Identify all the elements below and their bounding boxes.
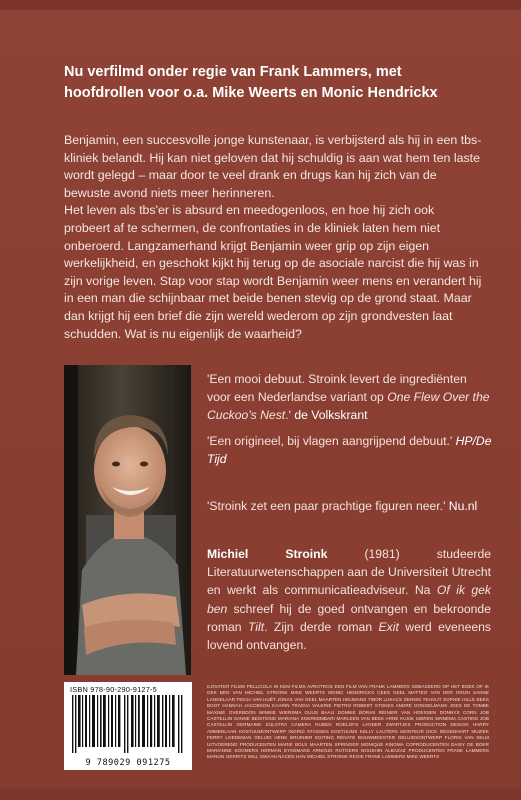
isbn-number: ISBN 978-90-290-9127-5 [70,685,157,694]
review-quote-volkskrant [207,370,492,424]
bio-text-2: schreef hij de goed ontvangen en bekroonde roman [207,601,491,634]
quote-text: 'Een mooi debuut. Stroink levert de ingrediënten voor een Nederlandse variant op [207,372,467,404]
barcode-digits: 9 789029 091275 [85,758,171,768]
tagline: Nu verfilmd onder regie van Frank Lammers, met hoofdrollen voor o.a. Mike Weerts en Monic Hendrickx [64,64,438,101]
top-edge [0,0,521,10]
barcode [64,682,192,770]
author-name: Michiel Stroink [207,547,328,561]
bio-book-2: Tilt [247,619,265,634]
bio-text-1: (1981) studeerde Literatuurwetenschappen aan de Universiteit Utrecht en werkt als communicatieadviseur. Na [207,547,491,598]
quote-source: de Volkskrant [294,408,368,422]
quote-source: HP/De Tijd [207,434,492,466]
barcode-bars [72,695,184,753]
quote-source: Nu.nl [448,499,478,513]
bottom-edge [0,788,521,800]
review-quote-hp-de-tijd [207,432,492,468]
blurb-paragraph-2: Het leven als tbs'er is absurd en meedogenloos, en hoe hij zich ook probeert af te schermen, de confrontaties in de kliniek laten hem niet onberoerd. Langzamerhand krijgt Benjamin weer grip op zijn eigen werkelijkheid, en geschokt kijkt hij terug op de asociale narcist die hij was in zijn vorige leven. Stap voor stap wordt Benjamin weer mens en verandert hij in een man die schijnbaar met beide benen stevig op de grond staat. Maar dan krijgt hij een brief die zijn wereld wederom op zijn grondvesten laat schudden. Wat is nu eigenlijk de waarheid? [64,203,482,341]
author-photo [64,365,191,675]
bio-text-4: werd eveneens lovend ontvangen. [207,619,491,653]
quote-text-end: .' [285,408,295,422]
bio-book-1: Of ik gek ben [207,583,491,616]
blurb [64,132,482,343]
blurb-paragraph-1: Benjamin, een succesvolle jonge kunstenaar, is verbijsterd als hij in een tbs-kliniek belandt. Hij kan niet geloven dat hij schuldig is aan wat hem ten laste wordt gelegd – maar door te veel drank en drugs kan hij zich van de bewuste avond niets meer herinneren. [64,133,482,200]
author-bio [207,545,491,654]
bio-book-3: Exit [378,619,399,634]
review-quote-nu-nl [207,497,492,515]
quote-text: 'Stroink zet een paar prachtige figuren neer.' [207,499,449,513]
quote-title: One Flew Over the Cuckoo's Nest [207,390,490,422]
film-credits: ILOVATER FILMS PELLICOLA IN KEM FILMS AVROTROS EEN FILM VAN FRANK LAMMERS GEBASEERD OP HET BOEK OF IK GEK BEN VAN MICHIEL STROINK MIKE WEERTS MONIC HENDRICKX CEES GEEL MATTEO VAN DER GRIJN SANNE LANGELAAR FEDJA VAN HUÊT JONAS VAN GEEL MAARTEN HEIJMANS TIBOR LUKACS DENNIS TEHVIJT SOPHIE HILLE BEES BOOT HANNAH JACOBSON KAARIN TRAIDIA VALERIE PIETRO ROBERT STOKES ANDRE DONGELMANS JOES DE TOMBE MAXIME OVERBOON WINNIE WIERSMA GUUS BAAIJ DONNIE BORAS REINIER VAN HOESSEN DONNYS CORN JOB CASTELIJN SANNE BEISTEIND MARIANA SOERKEMBARI MARLEEN VAN BEEK ARNE KUSIK SIBREN SINNEMA CASTING JOB CASTELIJN GERMAINE ZIJLSTRA CAMERA RUBEN ROELOFS LANDER ZWARTJES PRODUCTION DESIGN HARRY AMMERLAAN KOSTUUMONTWERP INGRID STASSEN KOSTUUMS KELLY LAUTERS MONTEUR DICK DEGENHART MUZIEK FERRY LOEDEMAN GELUID HENK BRUINIER EDITING RENATE BOUWMEESTER GELUIDSONTWERP FLORIS VAN SELM UITVOEREND PRODUCENTEN MARIE BOLS MAARTEN SPRINGER MONIQUE KINGMA COPRODUCENTEN DAISY DE BOER MARIANNE SOOMERS HERMAN EYKEMANS ARNOUD RUTGERS NOUSHIN ALBAZAZ PRODUCENTEN FRANK LAMMERS MARIJN GERRITS WILL SWAAN NACEN HAN MICHIEL STROINK REGIE FRANK LAMMERS MIKE WEERTS [207,684,489,760]
quote-text: 'Een origineel, bij vlagen aangrijpend debuut.' [207,434,456,448]
bio-text-3: . Zijn derde roman [264,619,379,634]
